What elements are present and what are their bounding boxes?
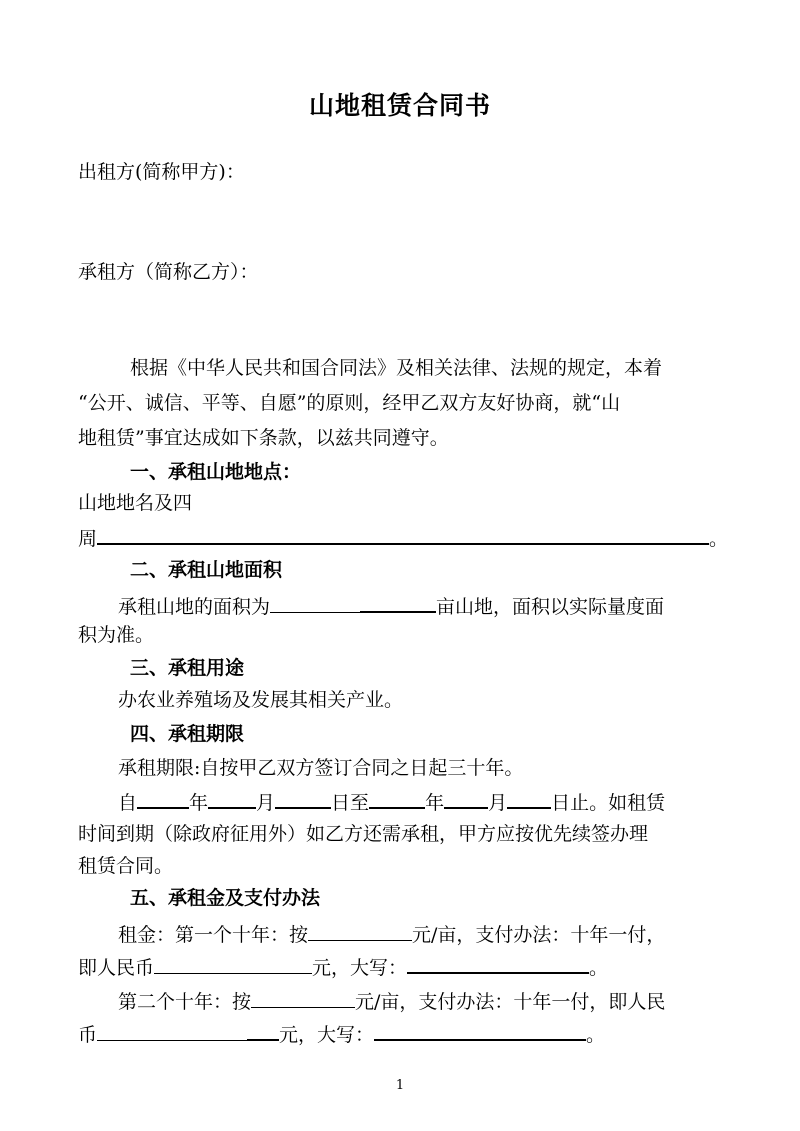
second-rmb-amount-blank[interactable]	[97, 1022, 247, 1041]
second-rmb-capital-blank[interactable]	[374, 1021, 586, 1041]
section-4-line-3: 时间到期（除政府征用外）如乙方还需承租，甲方应按优先续签办理	[78, 823, 649, 845]
rent-second-decade	[118, 989, 665, 1014]
section-2-heading: 二、承租山地面积	[130, 559, 283, 581]
second-rmb-end: 。	[586, 1024, 606, 1046]
area-blank-1[interactable]	[270, 594, 360, 613]
second-rmb-prefix: 币	[78, 1024, 98, 1046]
end-month-label: 月	[488, 792, 508, 814]
year-label: 年	[189, 792, 209, 814]
rent-first-decade	[118, 922, 665, 947]
end-year-blank[interactable]	[369, 789, 425, 809]
start-month-blank[interactable]	[208, 789, 256, 809]
section-4-dates	[118, 789, 665, 815]
rent-first-rmb	[78, 954, 608, 980]
area-prefix: 承租山地的面积为	[118, 596, 271, 618]
section-3-line-1: 办农业养殖场及发展其相关产业。	[118, 689, 404, 711]
rent-per-mu-blank[interactable]	[308, 922, 412, 941]
day-end-text: 日止。如租赁	[551, 792, 666, 814]
end-day-blank[interactable]	[507, 789, 551, 809]
rmb-capital-label: 元，大写：	[312, 957, 408, 979]
preamble-line-2: “公开、诚信、平等、自愿”的原则，经甲乙双方友好协商，就“山	[78, 392, 621, 414]
area-blank-2[interactable]	[360, 593, 436, 613]
lessor-label: 出租方(简称甲方)：	[78, 161, 245, 183]
rent-suffix: 元/亩，支付办法：十年一付，	[412, 924, 666, 946]
second-prefix: 第二个十年：按	[118, 991, 252, 1013]
date-from-label: 自	[118, 792, 138, 814]
second-rmb-amount-blank-2[interactable]	[247, 1021, 279, 1041]
section-1-suffix: 。	[709, 528, 729, 550]
rmb-amount-blank[interactable]	[154, 955, 312, 974]
section-1-line-2	[78, 525, 728, 551]
second-rent-blank[interactable]	[251, 989, 355, 1008]
section-2-line-2: 积为准。	[78, 624, 155, 646]
section-4-line-1: 承租期限:自按甲乙双方签订合同之日起三十年。	[118, 757, 524, 779]
section-5-heading: 五、承租金及支付办法	[130, 887, 321, 909]
rent-prefix: 租金：第一个十年：按	[118, 924, 309, 946]
rmb-capital-blank[interactable]	[407, 954, 589, 974]
end-year-label: 年	[425, 792, 445, 814]
start-day-blank[interactable]	[275, 789, 331, 809]
section-1-heading: 一、承租山地地点：	[130, 461, 302, 483]
rmb-prefix: 即人民币	[78, 957, 155, 979]
section-1-line-1: 山地地名及四	[78, 492, 193, 514]
section-1-prefix: 周	[78, 528, 98, 550]
rmb-end: 。	[589, 957, 609, 979]
day-to-label: 日至	[331, 792, 370, 814]
start-year-blank[interactable]	[137, 789, 189, 809]
second-suffix: 元/亩，支付办法：十年一付，即人民	[355, 991, 666, 1013]
lessee-label: 承租方（简称乙方）：	[78, 261, 259, 283]
section-4-heading: 四、承租期限	[130, 723, 245, 745]
end-month-blank[interactable]	[444, 789, 488, 809]
rent-second-rmb	[78, 1021, 605, 1047]
section-2-line-1	[118, 593, 664, 619]
section-3-heading: 三、承租用途	[130, 657, 245, 679]
location-blank[interactable]	[97, 525, 709, 545]
document-title: 山地租赁合同书	[308, 91, 491, 120]
second-rmb-capital-label: 元，大写：	[279, 1024, 375, 1046]
page-number: 1	[395, 1078, 405, 1093]
area-suffix: 亩山地，面积以实际量度面	[436, 596, 665, 618]
section-4-line-4: 租赁合同。	[78, 855, 174, 877]
preamble-line-1: 根据《中华人民共和国合同法》及相关法律、法规的规定，本着	[130, 357, 663, 379]
month-label: 月	[256, 792, 276, 814]
preamble-line-3: 地租赁”事宜达成如下条款，以兹共同遵守。	[78, 427, 449, 449]
